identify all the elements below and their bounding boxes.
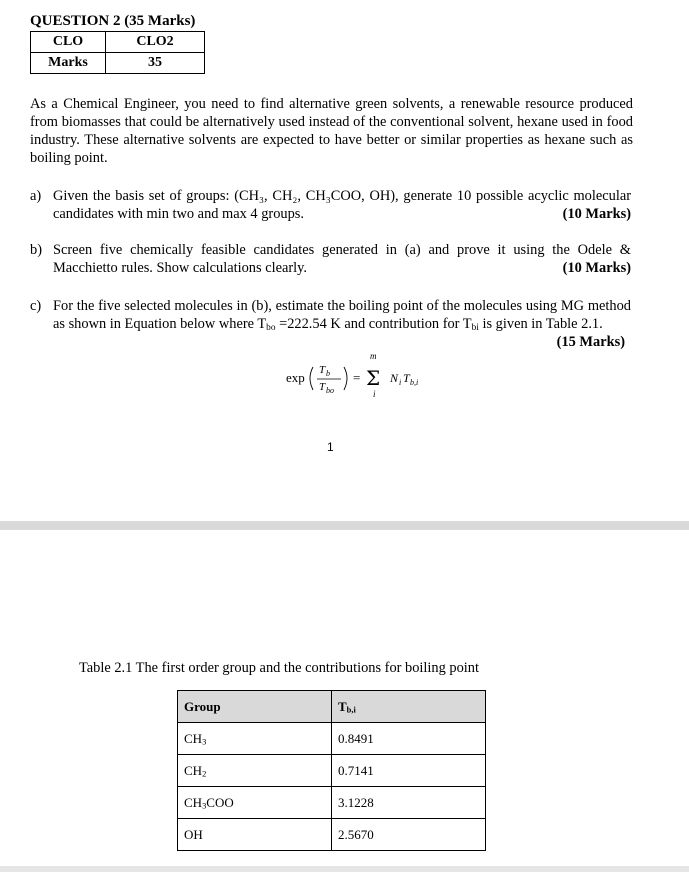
value-cell: 0.7141 xyxy=(332,755,486,787)
page-bottom-edge xyxy=(0,866,689,872)
table-row xyxy=(178,819,486,851)
page-number: 1 xyxy=(327,440,334,454)
question-title: QUESTION 2 (35 Marks) xyxy=(30,13,196,29)
value-cell: 0.8491 xyxy=(332,723,486,755)
part-c-label: c) xyxy=(30,298,42,314)
group-cell xyxy=(178,819,332,851)
part-a xyxy=(30,187,633,225)
contribution-table xyxy=(177,690,486,851)
header-t-sub: b,i xyxy=(346,704,356,715)
eq-equals: = xyxy=(353,370,361,385)
table-header-row xyxy=(178,691,486,723)
part-b-marks: (10 Marks) xyxy=(562,260,631,276)
part-c-text-3: is given in Table 2.1. xyxy=(478,316,603,332)
group-cell xyxy=(178,755,332,787)
intro-paragraph: As a Chemical Engineer, you need to find alternative green solvents, a renewable resource produced from biomasses that could be alternatively used instead of the conventional solvent, hexane used in food industry. These alternative solvents are expected to have better or similar properties as hexane such as boiling point. xyxy=(30,96,633,166)
part-a-label: a) xyxy=(30,188,42,204)
part-b-text: Screen five chemically feasible candidates generated in (a) and prove it using the Odele & Macchietto rules. Show calculations clearly. xyxy=(53,242,631,276)
eq-paren-right xyxy=(344,367,347,390)
group-sub: 2 xyxy=(202,768,207,779)
group-cell xyxy=(178,787,332,819)
marks-row xyxy=(31,53,205,74)
group-main: CH xyxy=(184,730,203,746)
marks-label: Marks xyxy=(31,53,106,74)
table-row xyxy=(178,755,486,787)
eq-term-t: T xyxy=(403,371,410,385)
eq-exp: exp xyxy=(286,370,305,385)
eq-paren-left xyxy=(310,367,313,390)
value-cell: 3.1228 xyxy=(332,787,486,819)
part-c-text-2: =222.54 K and contribution for T xyxy=(275,316,472,332)
clo-value: CLO2 xyxy=(106,32,205,53)
header-t: T xyxy=(338,698,347,714)
part-c-text xyxy=(53,297,631,333)
part-c-text-1: For the five selected molecules in (b), estimate the boiling point of the molecules using MG method as shown in Equation below where T xyxy=(53,298,631,332)
part-c xyxy=(30,297,633,353)
table-caption: Table 2.1 The first order group and the contributions for boiling point xyxy=(79,660,479,676)
tbo-subscript: bo xyxy=(266,322,276,333)
eq-term-sub1: i xyxy=(399,378,402,387)
group-main: CH xyxy=(184,794,203,810)
part-a-marks: (10 Marks) xyxy=(562,206,631,222)
eq-den-sub: bo xyxy=(326,386,334,395)
part-c-marks: (15 Marks) xyxy=(556,334,625,350)
header-group: Group xyxy=(178,691,332,723)
part-b xyxy=(30,241,633,279)
tbi-subscript: bi xyxy=(471,322,479,333)
boiling-point-equation xyxy=(286,352,466,402)
clo-row xyxy=(31,32,205,53)
clo-table xyxy=(30,31,205,74)
eq-term-n: N xyxy=(390,371,399,385)
eq-den: T xyxy=(319,381,326,393)
eq-sum-sign: Σ xyxy=(366,366,381,390)
page-separator xyxy=(0,521,689,530)
eq-num-sub: b xyxy=(326,369,330,378)
part-a-text: Given the basis set of groups: (CH₃, CH₂, CH₃COO, OH), generate 10 possible acyclic molecular candidates with min two and max 4 groups. xyxy=(53,188,631,222)
marks-value: 35 xyxy=(106,53,205,74)
table-row xyxy=(178,723,486,755)
eq-num: T xyxy=(319,364,326,376)
eq-sum-top: m xyxy=(370,352,377,361)
group-main: CH xyxy=(184,762,203,778)
eq-term-sub2: b,i xyxy=(410,378,419,387)
part-b-label: b) xyxy=(30,242,42,258)
group-sub: 3 xyxy=(202,736,207,747)
group-tail: COO xyxy=(206,794,234,810)
clo-label: CLO xyxy=(31,32,106,53)
eq-sum-bottom: i xyxy=(373,389,376,399)
value-cell: 2.5670 xyxy=(332,819,486,851)
group-cell xyxy=(178,723,332,755)
table-row xyxy=(178,787,486,819)
group-main: OH xyxy=(184,826,203,842)
header-tbi xyxy=(332,691,486,723)
group-sub: 3 xyxy=(202,800,207,811)
